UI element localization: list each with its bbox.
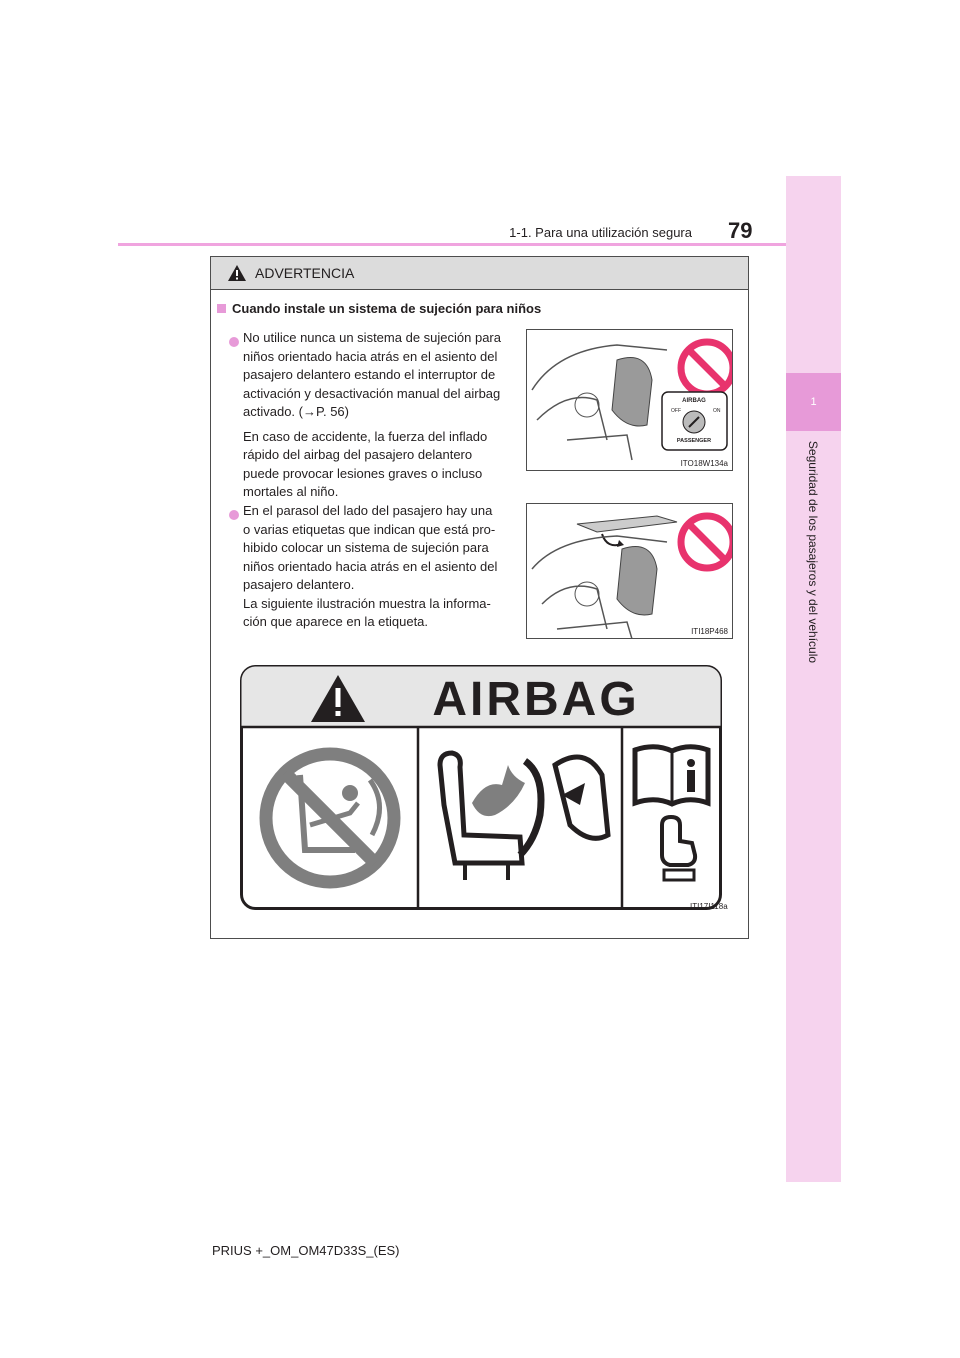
figure-sun-visor xyxy=(526,503,733,639)
figure-label-airbag: AIRBAG xyxy=(682,398,706,404)
bullet-1-extra-line: mortales al niño. xyxy=(243,484,339,499)
section-title-text: Cuando instale un sistema de sujeción para niños xyxy=(232,301,542,316)
figure-label-on: ON xyxy=(713,408,721,414)
bullet-1-line: activado. (→P. 56) xyxy=(243,404,349,419)
bullet-2-line: La siguiente ilustración muestra la informa- xyxy=(243,595,491,611)
section-header-title: 1-1. Para una utilización segura xyxy=(509,225,692,240)
page-number: 79 xyxy=(728,218,753,243)
bullet-1-line: No utilice nunca un sistema de sujeción para xyxy=(243,330,501,345)
sun-visor-illustration xyxy=(527,504,733,639)
header-rule xyxy=(118,243,786,246)
warning-box xyxy=(210,256,749,939)
bullet-1-text xyxy=(243,329,516,502)
figure-label-off: OFF xyxy=(671,408,681,414)
bullet-2-line: ción que aparece en la etiqueta. xyxy=(243,614,429,629)
bullet-1-line: niños orientado hacia atrás en el asiento del xyxy=(243,348,498,364)
bullet-dot-icon xyxy=(229,510,239,520)
figure-airbag-switch xyxy=(526,329,733,471)
bullet-2-text xyxy=(243,502,516,632)
bullet-1-extra-line: rápido del airbag del pasajero delantero xyxy=(243,447,473,462)
warning-heading: ADVERTENCIA xyxy=(255,265,355,281)
bullet-dot-icon xyxy=(229,337,239,347)
warning-triangle-icon xyxy=(227,264,247,282)
airbag-warning-label xyxy=(240,665,722,910)
car-interior-illustration xyxy=(527,330,733,471)
figure-code: ITI18P468 xyxy=(691,627,728,636)
warning-section-title xyxy=(217,301,541,316)
bullet-1-line: activación y desactivación manual del airbag xyxy=(243,385,501,401)
bullet-1-extra-line: puede provocar lesiones graves o incluso xyxy=(243,465,483,481)
document-code: PRIUS +_OM_OM47D33S_(ES) xyxy=(212,1243,400,1258)
bullet-2-line: o varias etiquetas que indican que está pro- xyxy=(243,521,496,537)
bullet-2-line: En el parasol del lado del pasajero hay una xyxy=(243,503,493,518)
chapter-title: Seguridad de los pasajeros y del vehículo xyxy=(806,440,820,664)
figure-code: ITO18W134a xyxy=(680,459,728,468)
label-figure-code: ITI17I118a xyxy=(690,902,728,911)
square-bullet-icon xyxy=(217,304,226,313)
bullet-1-extra-line: En caso de accidente, la fuerza del inflado xyxy=(243,428,488,444)
chapter-number: 1 xyxy=(786,373,841,431)
airbag-label-title: AIRBAG xyxy=(432,673,640,726)
chapter-side-tab xyxy=(786,176,841,1182)
bullet-1-line: pasajero delantero estando el interruptor de xyxy=(243,367,496,382)
figure-label-passenger: PASSENGER xyxy=(676,438,712,444)
warning-header xyxy=(211,257,748,290)
bullet-2-line: pasajero delantero. xyxy=(243,577,355,592)
bullet-2-line: niños orientado hacia atrás en el asiento del xyxy=(243,558,498,574)
bullet-2-line: hibido colocar un sistema de sujeción para xyxy=(243,540,489,555)
